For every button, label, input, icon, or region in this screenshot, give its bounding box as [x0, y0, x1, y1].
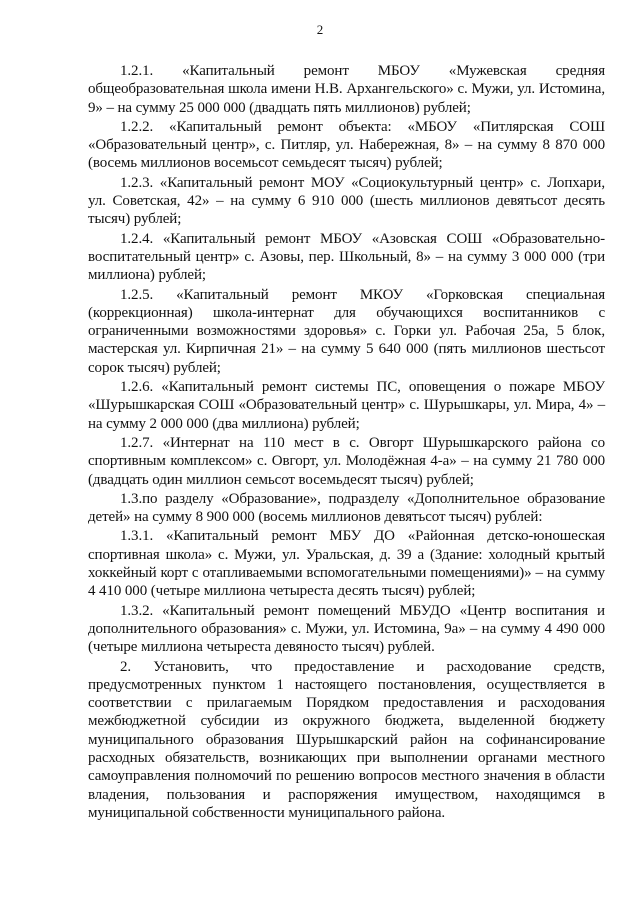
paragraph-1-2-6: 1.2.6. «Капитальный ремонт системы ПС, оповещения о пожаре МБОУ «Шурышкарская СОШ «Образовательный центр» с. Шурышкары, ул. Мира, 4» – на сумму 2 000 000 (два миллиона) рублей;: [88, 379, 605, 432]
document-body: [88, 62, 605, 823]
paragraph-2: 2. Установить, что предоставление и расходование средств, предусмотренных пунктом 1 настоящего постановления, осуществляется в соответствии с прилагаемым Порядком предоставления и расходования межбюджетной субсидии из окружного бюджета, выделенной бюджету муниципального образования Шурышкарский район на софинансирование расходных обязательств, возникающих при выполнении органами местного самоуправления полномочий по решению вопросов местного значения в области владения, пользования и распоряжения имуществом, находящимся в муниципальной собственности муниципального района.: [88, 658, 605, 821]
paragraph-1-2-2: 1.2.2. «Капитальный ремонт объекта: «МБОУ «Питлярская СОШ «Образовательный центр», с. Питляр, ул. Набережная, 8» – на сумму 8 870 000 (восемь миллионов восемьсот семьдесят тысяч) рублей;: [88, 118, 605, 172]
paragraph-1-2-3: 1.2.3. «Капитальный ремонт МОУ «Социокультурный центр» с. Лопхари, ул. Советская, 42» – на сумму 6 910 000 (шесть миллионов девятьсот десять тысяч) рублей;: [88, 174, 605, 228]
paragraph-1-2-7: 1.2.7. «Интернат на 110 мест в с. Овгорт Шурышкарского района со спортивным комплексом» с. Овгорт, ул. Молодёжная 4-а» – на сумму 21 780 000 (двадцать один миллион семьсот восемьдесят тысяч) рублей;: [88, 434, 605, 488]
page-number: 2: [316, 22, 324, 37]
paragraph-1-3-1: 1.3.1. «Капитальный ремонт МБУ ДО «Районная детско-юношеская спортивная школа» с. Мужи, ул. Уральская, д. 39 а (Здание: холодный крытый хоккейный корт с отапливаемыми вспомогательными помещениями)» – на сумму 4 410 000 (четыре миллиона четыреста десять тысяч) рублей;: [88, 528, 605, 600]
paragraph-1-3: 1.3.по разделу «Образование», подразделу «Дополнительное образование детей» на сумму 8 900 000 (восемь миллионов девятьсот тысяч) рублей:: [88, 490, 605, 526]
paragraph-1-2-1: 1.2.1. «Капитальный ремонт МБОУ «Мужевская средняя общеобразовательная школа имени Н.В. Архангельского» с. Мужи, ул. Истомина, 9» – на сумму 25 000 000 (двадцать пять миллионов) рублей;: [88, 63, 605, 116]
paragraph-1-2-5: 1.2.5. «Капитальный ремонт МКОУ «Горковская специальная (коррекционная) школа-интернат для обучающихся воспитанников с ограниченными возможностями здоровья» с. Горки ул. Рабочая 25а, 5 блок, мастерская ул. Кирпичная 21» – на сумму 5 640 000 (пять миллионов шестьсот сорок тысяч) рублей;: [88, 286, 605, 376]
paragraph-1-2-4: 1.2.4. «Капитальный ремонт МБОУ «Азовская СОШ «Образовательно-воспитательный центр» с. Азовы, пер. Школьный, 8» – на сумму 3 000 000 (три миллиона) рублей;: [88, 230, 605, 284]
paragraph-1-3-2: 1.3.2. «Капитальный ремонт помещений МБУДО «Центр воспитания и дополнительного образования» с. Мужи, ул. Истомина, 9а» – на сумму 4 490 000 (четыре миллиона четыреста девяносто тысяч) рублей.: [88, 602, 605, 656]
